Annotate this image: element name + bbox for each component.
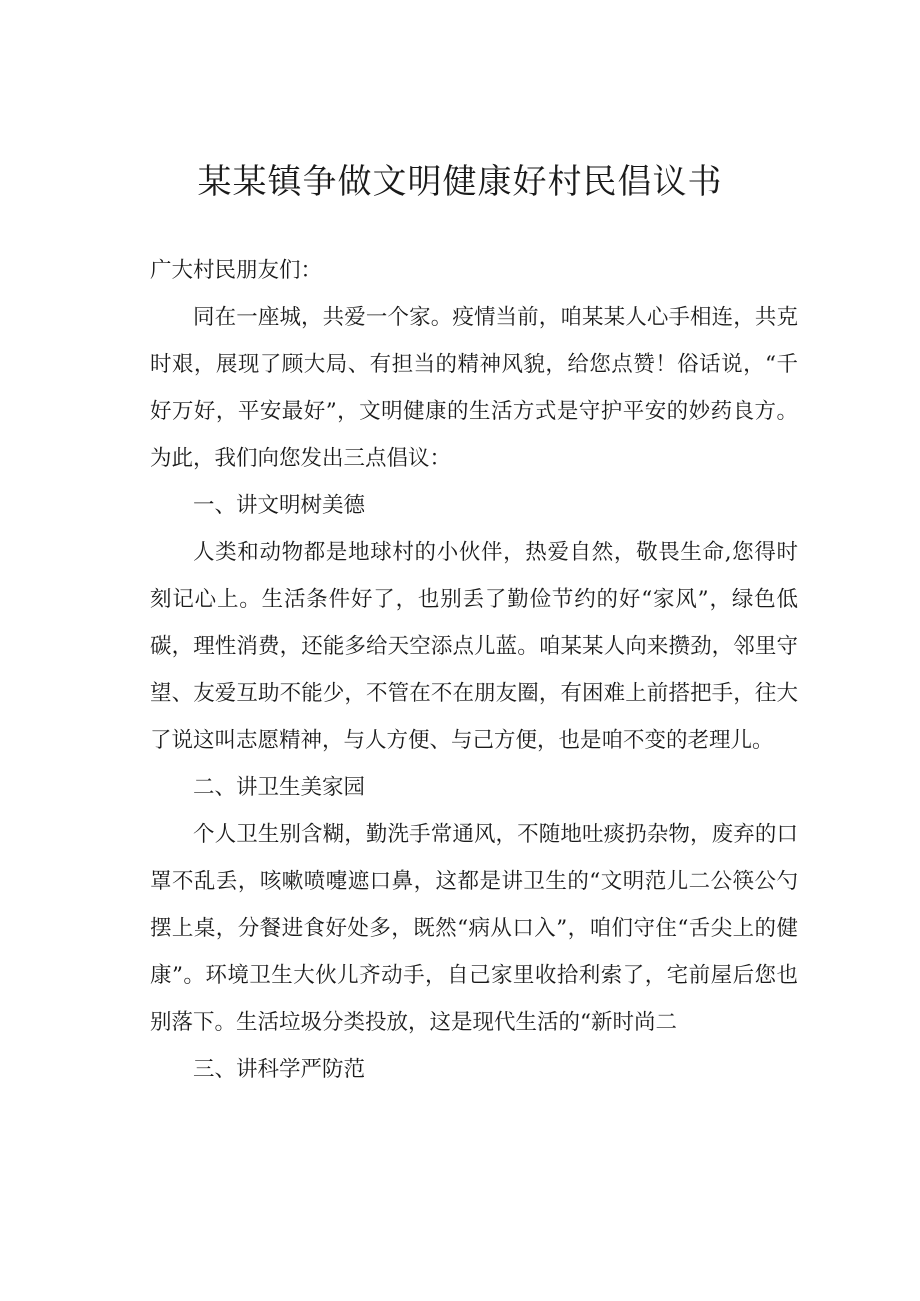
salutation: 广大村民朋友们： [150, 258, 323, 283]
document-body [150, 247, 798, 1093]
section-heading-2: 二、讲卫生美家园 [193, 775, 366, 800]
section-body-1: 人类和动物都是地球村的小伙伴，热爱自然，敬畏生命,您得时刻记心上。生活条件好了，也别丢了勤俭节约的好“家风”，绿色低碳，理性消费，还能多给天空添点儿蓝。咱某某人向来攒劲，邻里守望、友爱互助不能少，不管在不在朋友圈，有困难上前搭把手，往大了说这叫志愿精神，与人方便、与己方便，也是咱不变的老理儿。 [150, 540, 798, 753]
section-heading-1: 一、讲文明树美德 [193, 493, 366, 518]
intro-paragraph: 同在一座城，共爱一个家。疫情当前，咱某某人心手相连，共克时艰，展现了顾大局、有担当的精神风貌，给您点赞！俗话说，“千好万好，平安最好”，文明健康的生活方式是守护平安的妙药良方。为此，我们向您发出三点倡议： [150, 305, 798, 471]
section-body-2: 个人卫生别含糊，勤洗手常通风，不随地吐痰扔杂物，废弃的口罩不乱丢，咳嗽喷嚏遮口鼻，这都是讲卫生的“文明范儿二公筷公勺摆上桌，分餐进食好处多，既然“病从口入”，咱们守住“舌尖上的健康”。环境卫生大伙儿齐动手，自己家里收拾利索了，宅前屋后您也别落下。生活垃圾分类投放，这是现代生活的“新时尚二 [150, 822, 798, 1035]
section-heading-3: 三、讲科学严防范 [193, 1057, 366, 1082]
document-title: 某某镇争做文明健康好村民倡议书 [197, 162, 723, 202]
